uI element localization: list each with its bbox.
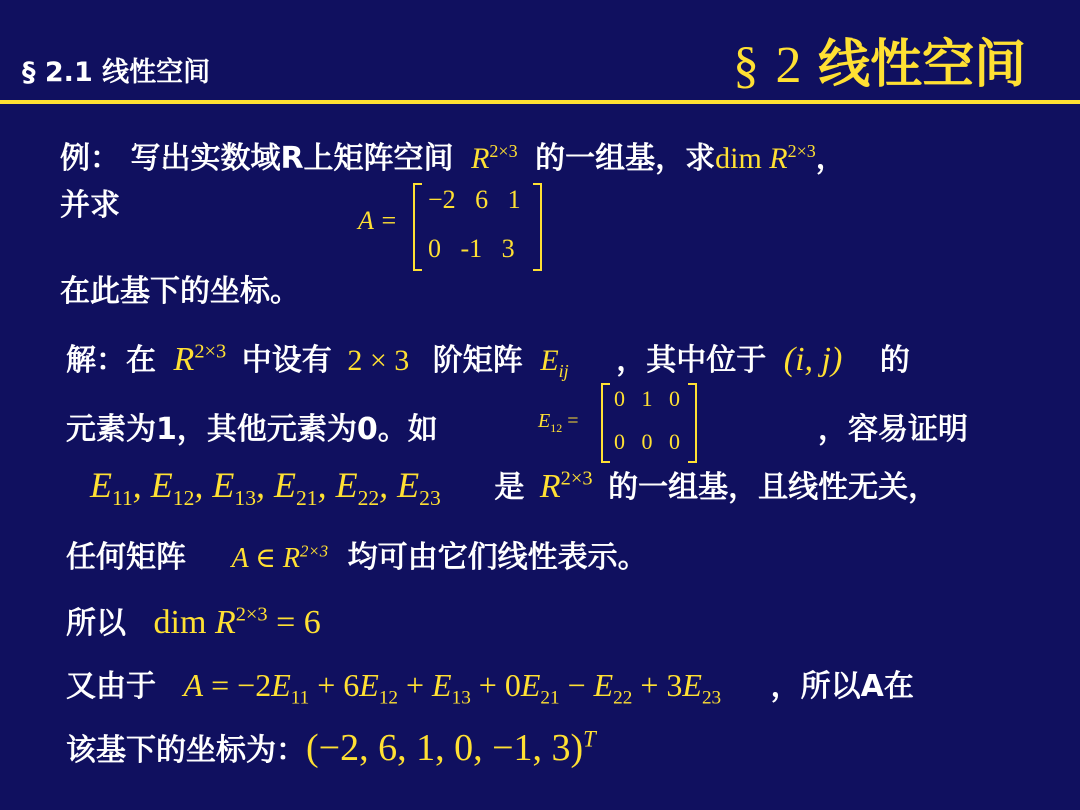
matrix-E12-row-1: 0 1 0 bbox=[614, 386, 680, 411]
solution-line-3: $E_{11}$, $E_{12}$, $E_{13}$, $E_{21}$, $E_{22}$, $E_{23}$ 是 $R^{2\times 3}$ 的一组基，且线性无关， bbox=[90, 465, 939, 511]
matrix-A-bracket-left bbox=[413, 183, 422, 271]
combo-term: + $E_{13}$ bbox=[406, 667, 471, 709]
basis-element: $E_{11}$, bbox=[90, 465, 151, 511]
basis-list bbox=[90, 465, 441, 511]
example-line-2: 并求 bbox=[60, 188, 120, 223]
combo-term: − $E_{22}$ bbox=[567, 667, 633, 709]
example-line-3: 在此基下的坐标。 bbox=[60, 274, 300, 309]
matrix-A-row-1: −2 6 1 bbox=[428, 185, 521, 214]
basis-element: $E_{23}$ bbox=[397, 465, 441, 511]
matrix-E12-bracket-right bbox=[688, 383, 697, 463]
combo-term: + $6E_{12}$ bbox=[317, 667, 398, 709]
section-subtitle: § 2.1 线性空间 bbox=[22, 57, 211, 88]
solution-line-7: 该基下的坐标为：(−2, 6, 1, 0, −1, 3)$^T$ bbox=[66, 726, 596, 769]
matrix-E12-bracket-left bbox=[601, 383, 610, 463]
basis-element: $E_{12}$, bbox=[150, 465, 213, 511]
basis-element: $E_{22}$, bbox=[335, 465, 398, 511]
matrix-E12-label: $E_{12}$ = bbox=[538, 410, 579, 435]
solution-line-4: 任何矩阵 A ∈ $R^{2\times 3}$ 均可由它们线性表示。 bbox=[66, 540, 648, 575]
basis-element: $E_{21}$, bbox=[273, 465, 336, 511]
solution-line-1: 解：在 $R^{2\times 3}$ 中设有 2 × 3 阶矩阵 $E_{ij}$ ，其中位于 (i, j) 的 bbox=[66, 340, 910, 381]
linear-combination bbox=[183, 667, 722, 709]
section-title: § 2 线性空间 bbox=[733, 35, 1027, 95]
matrix-A-bracket-right bbox=[533, 183, 542, 271]
matrix-A-row-2: 0 -1 3 bbox=[428, 234, 515, 263]
solution-line-2-prefix: 元素为1，其他元素为0。如 bbox=[66, 412, 438, 447]
combo-term: $A = -2E_{11}$ bbox=[183, 667, 310, 709]
example-line-1: 例： 写出实数域R上矩阵空间 $R^{2\times 3}$ 的一组基，求dim $R^{2\times 3}$， bbox=[60, 141, 846, 176]
solution-line-2-suffix: ，容易证明 bbox=[818, 412, 968, 447]
solution-line-5: 所以 dim $R^{2\times 3} = 6$ bbox=[66, 603, 321, 641]
header-divider bbox=[0, 100, 1080, 104]
matrix-A-label: A = bbox=[358, 206, 398, 235]
combo-term: + $3E_{23}$ bbox=[640, 667, 722, 709]
basis-element: $E_{13}$, bbox=[212, 465, 274, 511]
solution-line-6: 又由于 $A = -2E_{11} + 6E_{12} + E_{13} + 0E_{21} - E_{22} + 3E_{23}$ ，所以A在 bbox=[66, 667, 914, 709]
combo-term: + $0E_{21}$ bbox=[478, 667, 560, 709]
matrix-E12-row-2: 0 0 0 bbox=[614, 429, 680, 454]
